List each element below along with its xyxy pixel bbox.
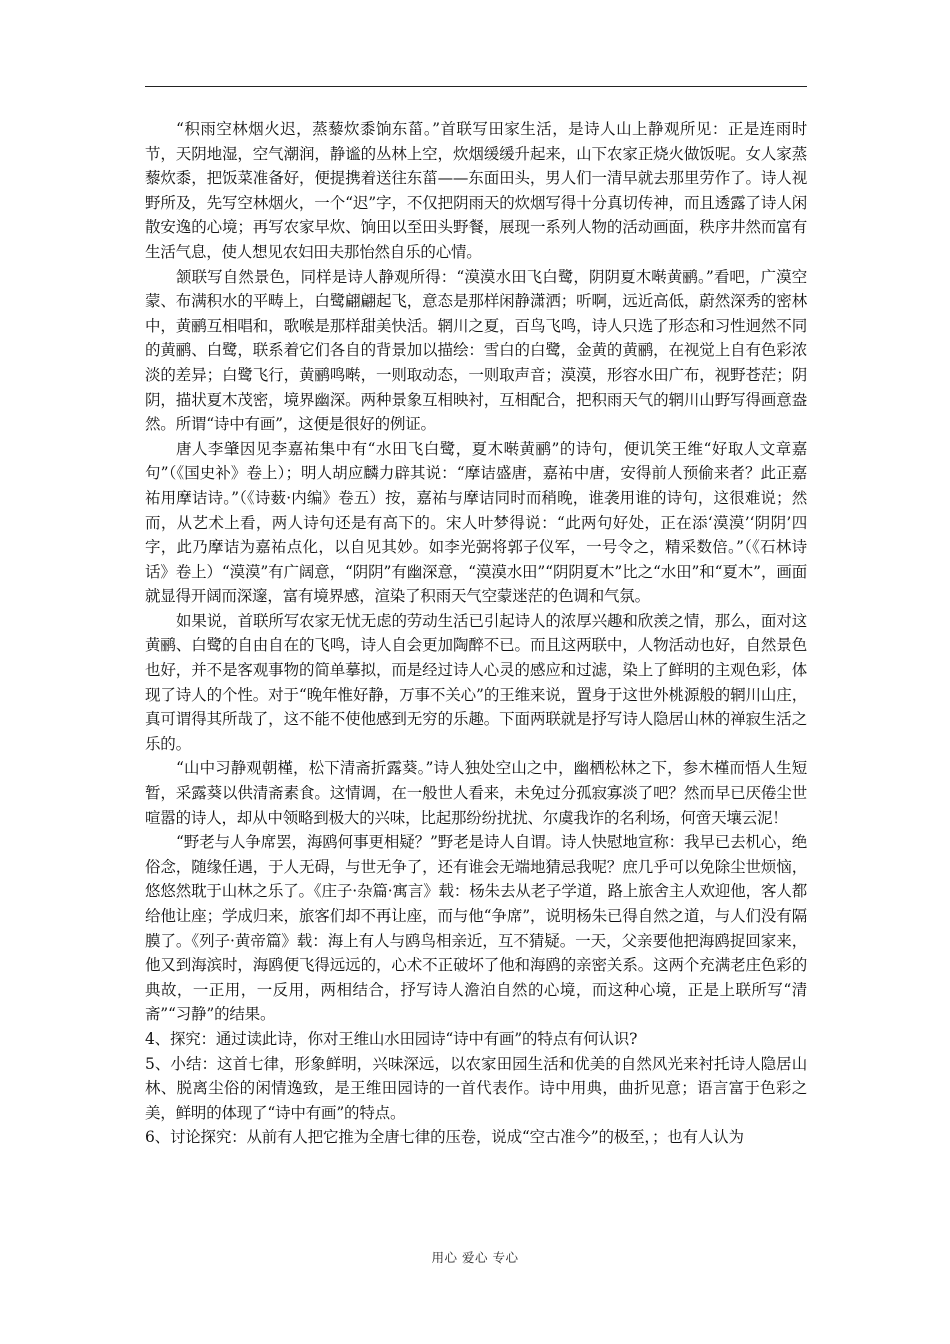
header-rule <box>145 86 807 87</box>
item-summary: 5、小结：这首七律，形象鲜明，兴味深远，以农家田园生活和优美的自然风光来衬托诗人隐居山林、脱离尘俗的闲情逸致，是王维田园诗的一首代表作。诗中用典，曲折见意；语言富于色彩之美，鲜明的体现了“诗中有画”的特点。 <box>145 1054 807 1122</box>
item-discussion: 6、讨论探究：从前有人把它推为全唐七律的压卷，说成“空古准今”的极至，；也有人认为 <box>145 1128 744 1147</box>
document-body <box>145 117 807 1150</box>
paragraph-fourth-couplet: “野老与人争席罢，海鸥何事更相疑？”野老是诗人自谓。诗人快慰地宣称：我早已去机心，绝俗念，随缘任遇，于人无碍，与世无争了，还有谁会无端地猜忌我呢？庶几乎可以免除尘世烦恼，悠悠然耽于山林之乐了。《庄子·杂篇·寓言》载：杨朱去从老子学道，路上旅舍主人欢迎他，客人都给他让座；学成归来，旅客们却不再让座，而与他“争席”，说明杨朱已得自然之道，与人们没有隔膜了。《列子·黄帝篇》载：海上有人与鸥鸟相亲近，互不猜疑。一天，父亲要他把海鸥捉回家来，他又到海滨时，海鸥便飞得远远的，心术不正破坏了他和海鸥的亲密关系。这两个充满老庄色彩的典故，一正用，一反用，两相结合，抒写诗人澹泊自然的心境，而这种心境，正是上联所写“清斋”“习静”的结果。 <box>145 833 807 1024</box>
paragraph-critics: 唐人李肇因见李嘉祐集中有“水田飞白鹭，夏木啭黄鹂”的诗句，便讥笑王维“好取人文章嘉句”（《国史补》卷上）；明人胡应麟力辟其说：“摩诘盛唐，嘉祐中唐，安得前人预偷来者？此正嘉祐用摩诘诗。”（《诗薮·内编》卷五）按，嘉祐与摩诘同时而稍晚，谁袭用谁的诗句，这很难说；然而，从艺术上看，两人诗句还是有高下的。宋人叶梦得说：“此两句好处，正在添‘漠漠’‘阴阴’四字，此乃摩诘为嘉祐点化，以自见其妙。如李光弼将郭子仪军，一号令之，精采数倍。”（《石林诗话》卷上）“漠漠”有广阔意，“阴阴”有幽深意，“漠漠水田”“阴阴夏木”比之“水田”和“夏木”，画面就显得开阔而深邃，富有境界感，渲染了积雨天气空蒙迷茫的色调和气氛。 <box>145 439 807 606</box>
item-explore: 4、探究：通过读此诗，你对王维山水田园诗“诗中有画”的特点有何认识? <box>145 1029 638 1048</box>
paragraph-first-couplet: “积雨空林烟火迟，蒸藜炊黍饷东菑。”首联写田家生活，是诗人山上静观所见：正是连雨时节，天阴地湿，空气潮润，静谧的丛林上空，炊烟缓缓升起来，山下农家正烧火做饭呢。女人家蒸藜炊黍，把饭菜准备好，便提携着送往东菑——东面田头，男人们一清早就去那里劳作了。诗人视野所及，先写空林烟火，一个“迟”字，不仅把阴雨天的炊烟写得十分真切传神，而且透露了诗人闲散安逸的心境；再写农家早炊、饷田以至田头野餐，展现一系列人物的活动画面，秩序井然而富有生活气息，使人想见农妇田夫那怡然自乐的心情。 <box>145 120 807 261</box>
paragraph-third-couplet: “山中习静观朝槿，松下清斋折露葵。”诗人独处空山之中，幽栖松林之下，参木槿而悟人生短暂，采露葵以供清斋素食。这情调，在一般世人看来，未免过分孤寂寡淡了吧？然而早已厌倦尘世喧嚣的诗人，却从中领略到极大的兴味，比起那纷纷扰扰、尔虞我诈的名利场，何啻天壤云泥！ <box>145 759 807 827</box>
page-footer: 用心 爱心 专心 <box>431 1250 519 1265</box>
paragraph-second-couplet: 颔联写自然景色，同样是诗人静观所得：“漠漠水田飞白鹭，阴阴夏木啭黄鹂。”看吧，广漠空蒙、布满积水的平畴上，白鹭翩翩起飞，意态是那样闲静潇洒；听啊，远近高低，蔚然深秀的密林中，黄鹂互相唱和，歌喉是那样甜美快活。辋川之夏，百鸟飞鸣，诗人只选了形态和习性迥然不同的黄鹂、白鹭，联系着它们各自的背景加以描绘：雪白的白鹭，金黄的黄鹂，在视觉上自有色彩浓淡的差异；白鹭飞行，黄鹂鸣啭，一则取动态，一则取声音；漠漠，形容水田广布，视野苍茫；阴阴，描状夏木茂密，境界幽深。两种景象互相映衬，互相配合，把积雨天气的辋川山野写得画意盎然。所谓“诗中有画”，这便是很好的例证。 <box>145 267 807 434</box>
paragraph-transition: 如果说，首联所写农家无忧无虑的劳动生活已引起诗人的浓厚兴趣和欣羡之情，那么，面对这黄鹂、白鹭的自由自在的飞鸣，诗人自会更加陶醉不已。而且这两联中，人物活动也好，自然景色也好，并不是客观事物的简单摹拟，而是经过诗人心灵的感应和过滤，染上了鲜明的主观色彩，体现了诗人的个性。对于“晚年惟好静，万事不关心”的王维来说，置身于这世外桃源般的辋川山庄，真可谓得其所哉了，这不能不使他感到无穷的乐趣。下面两联就是抒写诗人隐居山林的禅寂生活之乐的。 <box>145 611 807 753</box>
